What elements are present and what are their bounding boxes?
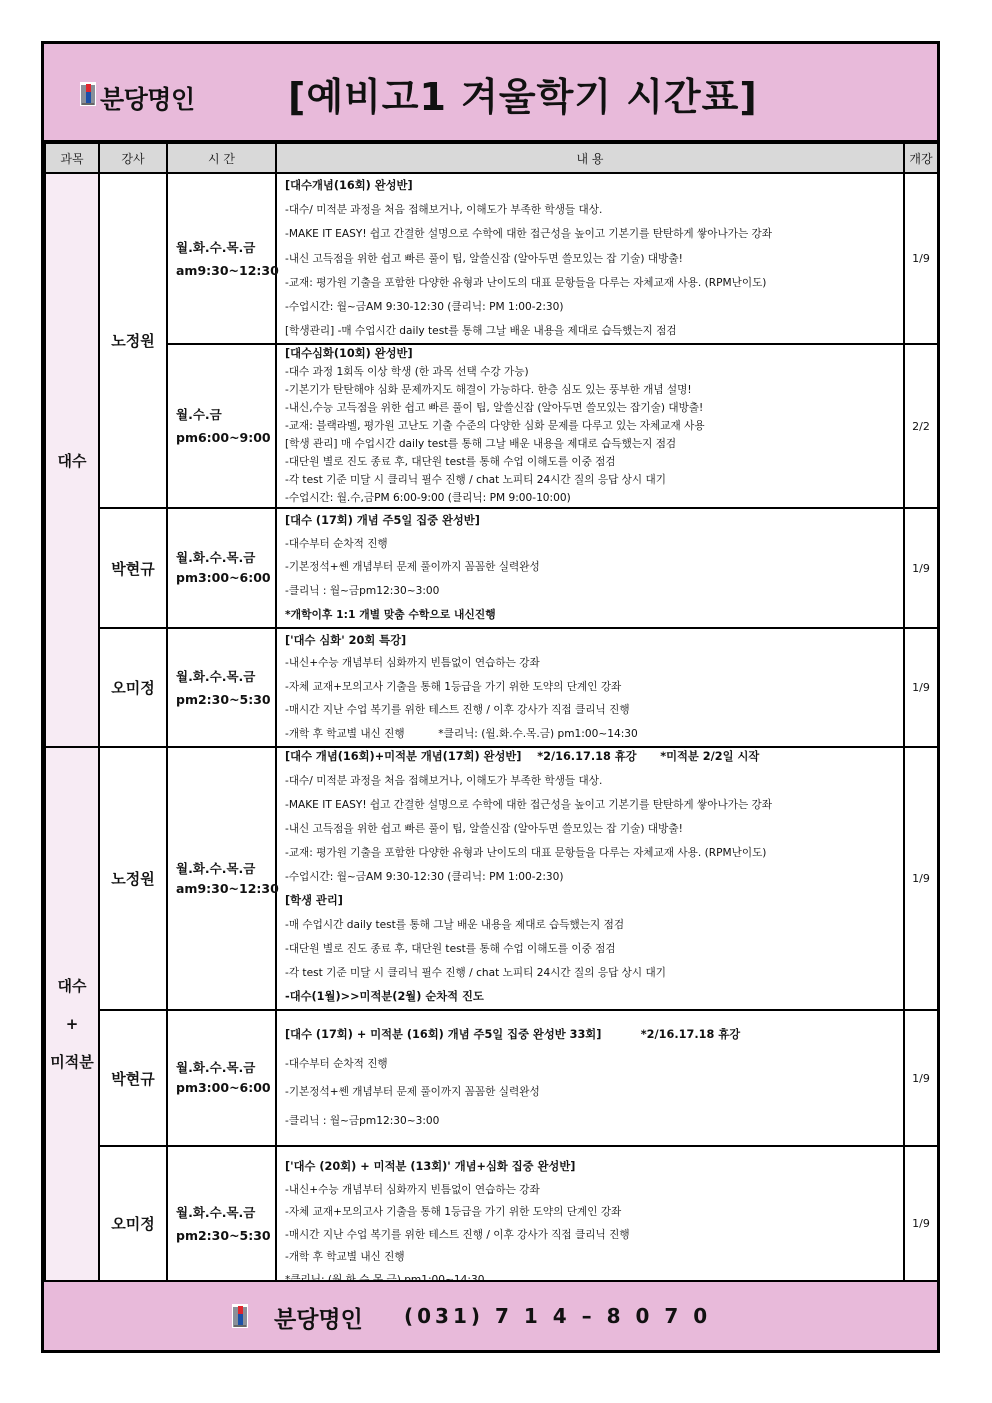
- start-date-cell: 2/2: [904, 344, 938, 508]
- time-cell: [167, 173, 279, 344]
- start-date-cell: 1/9: [904, 747, 938, 1010]
- course-title: ['대수 (20회) + 미적분 (13회)' 개념+심화 집중 완성반]: [285, 1160, 576, 1174]
- teacher-cell: 박현규: [99, 1010, 167, 1146]
- class-days: 월.화.수.목.금: [176, 668, 256, 684]
- content-note: *개학이후 1:1 개별 맞춤 수학으로 내신진행: [285, 608, 496, 622]
- start-date-cell: 1/9: [904, 1146, 938, 1301]
- content-line: -대수 과정 1회독 이상 학생 (한 과목 선택 수강 가능): [285, 366, 529, 379]
- content-line: -대수부터 순차적 진행: [285, 537, 388, 550]
- content-cell: [276, 628, 904, 748]
- content-cell: [276, 1146, 904, 1301]
- subject-label: 대수: [57, 977, 87, 996]
- subject-cell: [45, 173, 99, 747]
- table-row: [45, 1146, 938, 1301]
- class-days: 월.화.수.목.금: [176, 1060, 256, 1076]
- content-line: [학생관리] -매 수업시간 daily test를 통해 그날 배운 내용을 제대로 습득했는지 점검: [285, 325, 677, 338]
- table-header-row: [45, 143, 938, 173]
- start-date-cell: 1/9: [904, 628, 938, 748]
- class-hours: pm2:30~5:30: [176, 1227, 271, 1243]
- course-title: [대수 (17회) + 미적분 (16회) 개념 주5일 집중 완성반 33회] *2/16.17.18 휴강: [285, 1028, 741, 1042]
- content-line: -수업시간: 월~금AM 9:30-12:30 (클리닉: PM 1:00-2:30): [285, 301, 564, 314]
- phone-number: (031) 7 1 4 – 8 0 7 0: [404, 1304, 712, 1328]
- class-days: 월.화.수.목.금: [176, 239, 256, 255]
- course-title: [대수 개념(16회)+미적분 개념(17회) 완성반] *2/16.17.18 휴강 *미적분 2/2일 시작: [285, 750, 760, 764]
- course-title: [대수심화(10회) 완성반]: [285, 347, 413, 361]
- content-line: -대단원 별로 진도 종료 후, 대단원 test를 통해 수업 이해도를 이중 점검: [285, 456, 616, 469]
- column-header-time: 시 간: [167, 143, 276, 173]
- brand-name: 분당명인: [100, 85, 195, 114]
- content-line: -기본기가 탄탄해야 심화 문제까지도 해결이 가능하다. 한층 심도 있는 풍부한 개념 설명!: [285, 384, 692, 397]
- content-line: -내신 고득점을 위한 쉽고 빠른 풀이 팁, 알쓸신잡 (알아두면 쓸모있는 잡 기술) 대방출!: [285, 252, 683, 265]
- class-days: 월.화.수.목.금: [176, 1204, 256, 1220]
- content-line: -대단원 별로 진도 종료 후, 대단원 test를 통해 수업 이해도를 이중 점검: [285, 943, 616, 956]
- class-hours: pm6:00~9:00: [176, 430, 271, 446]
- content-cell: [276, 508, 904, 628]
- content-line: -대수/ 미적분 과정을 처음 접해보거나, 이해도가 부족한 학생들 대상.: [285, 775, 603, 788]
- table-row: [45, 508, 938, 628]
- column-header-subject: 과목: [45, 143, 99, 173]
- time-cell: [167, 747, 279, 1010]
- class-days: 월.화.수.목.금: [176, 860, 256, 876]
- table-row: [45, 747, 938, 1010]
- time-cell: [167, 508, 276, 628]
- content-cell: [276, 747, 904, 1010]
- content-line: -내신 고득점을 위한 쉽고 빠른 풀이 팁, 알쓸신잡 (알아두면 쓸모있는 잡 기술) 대방출!: [285, 823, 683, 836]
- column-header-teacher: 강사: [99, 143, 167, 173]
- content-line: -대수부터 순차적 진행: [285, 1057, 388, 1070]
- content-line: -기본정석+쎈 개념부터 문제 풀이까지 꼼꼼한 실력완성: [285, 1086, 540, 1099]
- footer-brand-name: 분당명인: [274, 1307, 363, 1333]
- subject-label: 미적분: [50, 1053, 94, 1072]
- time-cell: [167, 344, 276, 508]
- content-line: -대수/ 미적분 과정을 처음 접해보거나, 이해도가 부족한 학생들 대상.: [285, 204, 603, 217]
- column-header-content: 내 용: [276, 143, 904, 173]
- start-date-cell: 1/9: [904, 173, 938, 344]
- content-cell: [276, 344, 904, 508]
- content-line: -내신+수능 개념부터 심화까지 빈틈없이 연습하는 강좌: [285, 657, 540, 670]
- footer-band: [44, 1280, 937, 1350]
- content-line: -각 test 기준 미달 시 클리닉 필수 진행 / chat 노피티 24시간 질의 응답 상시 대기: [285, 967, 666, 980]
- class-hours: am9:30~12:30: [176, 880, 279, 896]
- subject-label: 대수: [57, 451, 87, 470]
- teacher-cell: 박현규: [99, 508, 167, 628]
- table-row: [45, 344, 938, 508]
- teacher-cell: 오미정: [99, 1146, 167, 1301]
- table-row: [45, 1010, 938, 1146]
- start-date-cell: 1/9: [904, 1010, 938, 1146]
- class-days: 월.수.금: [176, 407, 222, 423]
- page-title: [예비고1 겨울학기 시간표]: [288, 75, 758, 119]
- content-line: -각 test 기준 미달 시 클리닉 필수 진행 / chat 노피티 24시간 질의 응답 상시 대기: [285, 474, 666, 487]
- content-line: -MAKE IT EASY! 쉽고 간결한 설명으로 수학에 대한 접근성을 높이고 기본기를 탄탄하게 쌓아나가는 강좌: [285, 799, 773, 812]
- content-line: -수업시간: 월~금AM 9:30-12:30 (클리닉: PM 1:00-2:30): [285, 871, 564, 884]
- content-line: -클리닉 : 월~금pm12:30~3:00: [285, 584, 440, 597]
- schedule-table: [44, 142, 939, 1302]
- content-line: -교재: 평가원 기출을 포함한 다양한 유형과 난이도의 대표 문항들을 다루는 자체교재 사용. (RPM난이도): [285, 847, 767, 860]
- timetable-sheet: [41, 41, 940, 1353]
- content-line: -매시간 지난 수업 복기를 위한 테스트 진행 / 이후 강사가 직접 클리닉 진행: [285, 704, 630, 717]
- content-subheading: [학생 관리]: [285, 894, 343, 908]
- teacher-cell: 노정원: [99, 173, 167, 508]
- course-title: [대수개념(16회) 완성반]: [285, 179, 413, 192]
- content-line: -내신,수능 고득점을 위한 쉽고 빠른 풀이 팁, 알쓸신잡 (알아두면 쓸모있는 잡기술) 대방출!: [285, 402, 704, 415]
- class-hours: am9:30~12:30: [176, 262, 279, 278]
- content-line: -자체 교재+모의고사 기출을 통해 1등급을 가기 위한 도약의 단계인 강좌: [285, 1206, 622, 1219]
- time-cell: [167, 1146, 276, 1301]
- table-row: [45, 173, 938, 344]
- class-hours: pm3:00~6:00: [176, 570, 271, 586]
- class-hours: pm2:30~5:30: [176, 691, 271, 707]
- subject-label-plus: +: [65, 1015, 79, 1034]
- class-hours: pm3:00~6:00: [176, 1080, 271, 1096]
- start-date-cell: 1/9: [904, 508, 938, 628]
- content-line: -교재: 평가원 기출을 포함한 다양한 유형과 난이도의 대표 문항들을 다루는 자체교재 사용. (RPM난이도): [285, 276, 767, 289]
- content-line: [학생 관리] 매 수업시간 daily test를 통해 그날 배운 내용을 제대로 습득했는지 점검: [285, 438, 677, 451]
- content-note: -대수(1월)>>미적분(2월) 순차적 진도: [285, 990, 484, 1004]
- content-line: -매 수업시간 daily test를 통해 그날 배운 내용을 제대로 습득했는지 점검: [285, 919, 625, 932]
- teacher-cell: 오미정: [99, 628, 167, 748]
- time-cell: [167, 628, 276, 748]
- logo-icon: [232, 1304, 248, 1328]
- content-line: -내신+수능 개념부터 심화까지 빈틈없이 연습하는 강좌: [285, 1183, 540, 1196]
- content-line: -MAKE IT EASY! 쉽고 간결한 설명으로 수학에 대한 접근성을 높이고 기본기를 탄탄하게 쌓아나가는 강좌: [285, 228, 773, 241]
- table-row: [45, 628, 938, 748]
- content-line: -교재: 블랙라벨, 평가원 고난도 기출 수준의 다양한 심화 문제를 다루고 있는 자체교재 사용: [285, 420, 705, 433]
- time-cell: [167, 1010, 276, 1146]
- content-line: -매시간 지난 수업 복기를 위한 테스트 진행 / 이후 강사가 직접 클리닉 진행: [285, 1228, 630, 1241]
- title-band: [44, 44, 937, 142]
- column-header-start: 개강: [904, 143, 938, 173]
- logo-icon: [80, 82, 96, 106]
- content-line: -수업시간: 월.수,금PM 6:00-9:00 (클리닉: PM 9:00-10:00): [285, 492, 571, 505]
- course-title: [대수 (17회) 개념 주5일 집중 완성반]: [285, 514, 480, 528]
- content-line: -자체 교재+모의고사 기출을 통해 1등급을 가기 위한 도약의 단계인 강좌: [285, 680, 622, 693]
- content-line: -클리닉 : 월~금pm12:30~3:00: [285, 1114, 440, 1127]
- content-cell: [276, 173, 904, 344]
- content-cell: [276, 1010, 904, 1146]
- class-days: 월.화.수.목.금: [176, 550, 256, 566]
- content-line: -개학 후 학교별 내신 진행 *클리닉: (월.화.수.목.금) pm1:00~14:30: [285, 727, 638, 740]
- course-title: ['대수 심화' 20회 특강]: [285, 633, 407, 647]
- content-line: -개학 후 학교별 내신 진행: [285, 1251, 405, 1264]
- content-line: -기본정석+쎈 개념부터 문제 풀이까지 꼼꼼한 실력완성: [285, 561, 540, 574]
- teacher-cell: 노정원: [99, 747, 167, 1010]
- subject-cell: [45, 747, 99, 1301]
